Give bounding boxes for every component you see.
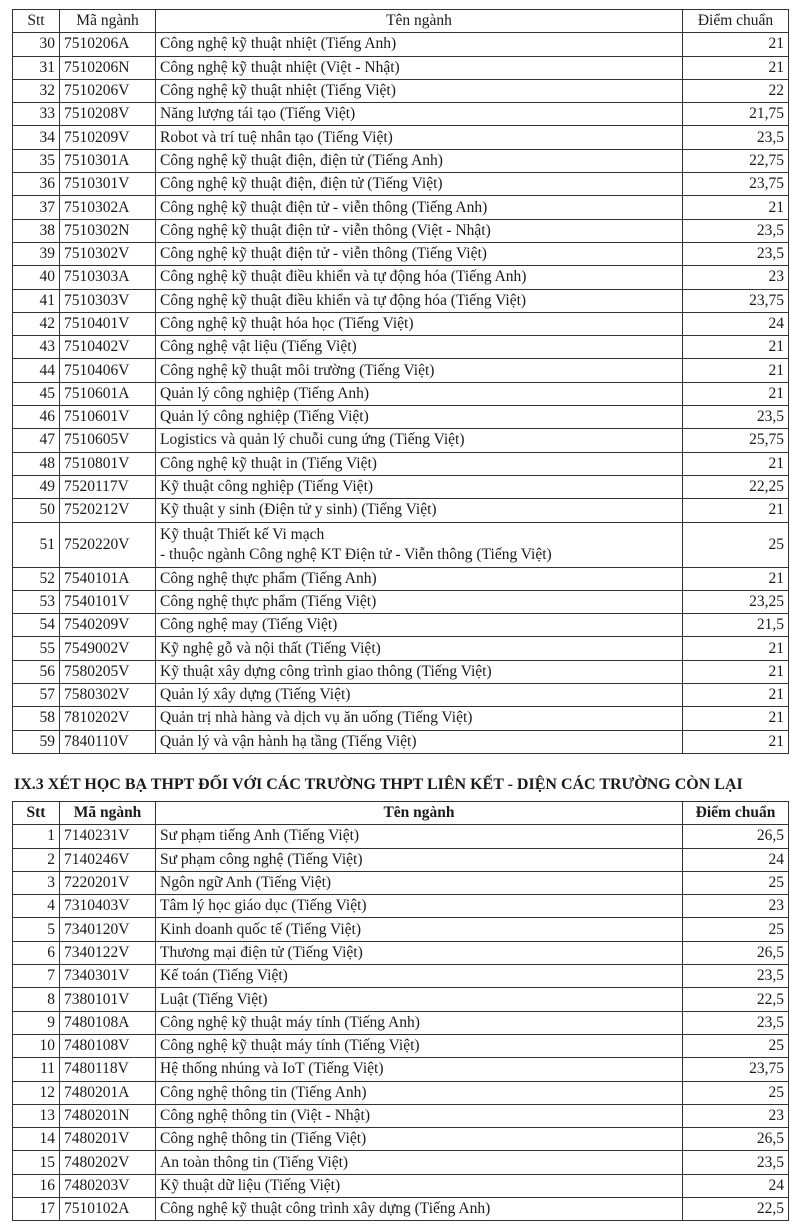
cell-stt: 44 [13,359,60,382]
table-row [13,149,789,172]
cell-major-code: 7520117V [60,475,156,498]
cell-major-code: 7480201V [60,1128,156,1151]
cell-major-name: Công nghệ thực phẩm (Tiếng Anh) [156,567,683,590]
cell-major-code: 7480203V [60,1174,156,1197]
cell-stt: 1 [13,825,60,848]
cell-stt: 16 [13,1174,60,1197]
table-row [13,590,789,613]
cell-cutoff-score: 25 [683,522,789,567]
header-stt: Stt [13,802,60,825]
cell-major-name: Công nghệ thực phẩm (Tiếng Việt) [156,590,683,613]
cell-major-name: Tâm lý học giáo dục (Tiếng Việt) [156,895,683,918]
cell-stt: 57 [13,684,60,707]
table-row [13,79,789,102]
cell-major-name: Ngôn ngữ Anh (Tiếng Việt) [156,871,683,894]
table-row [13,684,789,707]
cell-stt: 34 [13,126,60,149]
cell-cutoff-score: 23,5 [683,1151,789,1174]
cell-major-name: Công nghệ kỹ thuật điện tử - viễn thông (Việt - Nhật) [156,219,683,242]
cell-cutoff-score: 23,5 [683,126,789,149]
cell-major-code: 7510102A [60,1198,156,1221]
cell-cutoff-score: 24 [683,848,789,871]
cell-major-name: Kỹ thuật dữ liệu (Tiếng Việt) [156,1174,683,1197]
cell-major-code: 7510601V [60,406,156,429]
header-cutoff-score: Điểm chuẩn [683,10,789,33]
cell-stt: 55 [13,637,60,660]
cell-stt: 15 [13,1151,60,1174]
table-row [13,1011,789,1034]
cell-cutoff-score: 21 [683,707,789,730]
cell-major-code: 7510601A [60,382,156,405]
table-row [13,941,789,964]
table-row [13,56,789,79]
cell-major-name: Công nghệ kỹ thuật điện tử - viễn thông (Tiếng Việt) [156,242,683,265]
cell-stt: 43 [13,336,60,359]
cell-stt: 3 [13,871,60,894]
cell-major-name: Kỹ nghệ gỗ và nội thất (Tiếng Việt) [156,637,683,660]
cell-stt: 5 [13,918,60,941]
table-row [13,637,789,660]
cell-stt: 17 [13,1198,60,1221]
cell-stt: 52 [13,567,60,590]
cell-major-code: 7480202V [60,1151,156,1174]
cell-major-code: 7340120V [60,918,156,941]
cell-major-name: Công nghệ may (Tiếng Việt) [156,614,683,637]
table-row [13,988,789,1011]
cell-major-code: 7510605V [60,429,156,452]
cell-major-name: Logistics và quản lý chuỗi cung ứng (Tiếng Việt) [156,429,683,452]
cell-stt: 41 [13,289,60,312]
cell-major-name: Công nghệ kỹ thuật in (Tiếng Việt) [156,452,683,475]
table-row [13,429,789,452]
cell-major-code: 7510402V [60,336,156,359]
admission-scores-table-2 [12,801,789,1221]
cell-stt: 45 [13,382,60,405]
cell-major-code: 7340122V [60,941,156,964]
cell-cutoff-score: 22,25 [683,475,789,498]
cell-cutoff-score: 21,75 [683,103,789,126]
cell-major-code: 7340301V [60,965,156,988]
cell-cutoff-score: 25 [683,871,789,894]
cell-major-name: Công nghệ kỹ thuật máy tính (Tiếng Anh) [156,1011,683,1034]
cell-major-name: Kinh doanh quốc tế (Tiếng Việt) [156,918,683,941]
cell-major-code: 7510801V [60,452,156,475]
table-row [13,499,789,522]
cell-cutoff-score: 23 [683,266,789,289]
cell-cutoff-score: 23,25 [683,590,789,613]
cell-major-name: Quản lý công nghiệp (Tiếng Việt) [156,406,683,429]
cell-stt: 35 [13,149,60,172]
cell-stt: 32 [13,79,60,102]
table-row [13,1058,789,1081]
cell-stt: 36 [13,173,60,196]
cell-stt: 51 [13,522,60,567]
cell-cutoff-score: 22 [683,79,789,102]
cell-major-code: 7140246V [60,848,156,871]
cell-stt: 14 [13,1128,60,1151]
cell-cutoff-score: 21 [683,684,789,707]
cell-major-name: Quản trị nhà hàng và dịch vụ ăn uống (Tiếng Việt) [156,707,683,730]
cell-stt: 40 [13,266,60,289]
cell-major-code: 7520212V [60,499,156,522]
section-title: IX.3 XÉT HỌC BẠ THPT ĐỐI VỚI CÁC TRƯỜNG THPT LIÊN KẾT - DIỆN CÁC TRƯỜNG CÒN LẠI [14,776,743,793]
cell-major-name: Sư phạm công nghệ (Tiếng Việt) [156,848,683,871]
cell-major-code: 7510303A [60,266,156,289]
cell-stt: 48 [13,452,60,475]
cell-major-name: Robot và trí tuệ nhân tạo (Tiếng Việt) [156,126,683,149]
admission-scores-table-1 [12,9,789,754]
cell-stt: 38 [13,219,60,242]
cell-stt: 33 [13,103,60,126]
cell-major-code: 7510302A [60,196,156,219]
table-row [13,173,789,196]
cell-major-code: 7510208V [60,103,156,126]
cell-major-name: Năng lượng tái tạo (Tiếng Việt) [156,103,683,126]
table-row [13,406,789,429]
cell-cutoff-score: 23,5 [683,965,789,988]
cell-major-code: 7510301V [60,173,156,196]
cell-cutoff-score: 23,75 [683,173,789,196]
table-row [13,336,789,359]
cell-major-name: Công nghệ kỹ thuật điều khiển và tự động hóa (Tiếng Việt) [156,289,683,312]
table-row [13,219,789,242]
cell-cutoff-score: 23,5 [683,242,789,265]
cell-major-code: 7480201N [60,1104,156,1127]
cell-major-code: 7540101V [60,590,156,613]
cell-major-code: 7480108V [60,1034,156,1057]
cell-stt: 9 [13,1011,60,1034]
cell-major-name: An toàn thông tin (Tiếng Việt) [156,1151,683,1174]
cell-cutoff-score: 23,5 [683,406,789,429]
cell-major-code: 7510206V [60,79,156,102]
header-stt: Stt [13,10,60,33]
cell-cutoff-score: 21 [683,56,789,79]
cell-cutoff-score: 25,75 [683,429,789,452]
cell-stt: 6 [13,941,60,964]
cell-stt: 2 [13,848,60,871]
cell-stt: 31 [13,56,60,79]
cell-major-code: 7580302V [60,684,156,707]
cell-major-name: Công nghệ thông tin (Tiếng Anh) [156,1081,683,1104]
cell-stt: 42 [13,312,60,335]
cell-major-code: 7510302V [60,242,156,265]
header-major-name: Tên ngành [156,802,683,825]
cell-stt: 11 [13,1058,60,1081]
cell-stt: 47 [13,429,60,452]
cell-major-name: Công nghệ thông tin (Tiếng Việt) [156,1128,683,1151]
cell-cutoff-score: 22,5 [683,1198,789,1221]
cell-major-name: Kỹ thuật Thiết kế Vi mạch - thuộc ngành Công nghệ KT Điện tử - Viễn thông (Tiếng Việt) [156,522,683,567]
table-row [13,825,789,848]
cell-cutoff-score: 21 [683,730,789,753]
table-row [13,1198,789,1221]
cell-stt: 39 [13,242,60,265]
table-row [13,522,789,567]
cell-cutoff-score: 25 [683,1034,789,1057]
cell-major-name: Công nghệ thông tin (Việt - Nhật) [156,1104,683,1127]
cell-major-name: Kỹ thuật y sinh (Điện tử y sinh) (Tiếng Việt) [156,499,683,522]
cell-cutoff-score: 26,5 [683,825,789,848]
cell-major-name: Hệ thống nhúng và IoT (Tiếng Việt) [156,1058,683,1081]
cell-major-name: Công nghệ kỹ thuật điện, điện tử (Tiếng Anh) [156,149,683,172]
cell-major-code: 7140231V [60,825,156,848]
cell-cutoff-score: 25 [683,1081,789,1104]
cell-major-name: Sư phạm tiếng Anh (Tiếng Việt) [156,825,683,848]
cell-major-name: Quản lý xây dựng (Tiếng Việt) [156,684,683,707]
cell-cutoff-score: 24 [683,1174,789,1197]
table-header-row [13,802,789,825]
cell-cutoff-score: 21 [683,382,789,405]
cell-major-name: Công nghệ kỹ thuật máy tính (Tiếng Việt) [156,1034,683,1057]
table-row [13,289,789,312]
cell-major-name: Quản lý và vận hành hạ tầng (Tiếng Việt) [156,730,683,753]
table-row [13,266,789,289]
cell-stt: 54 [13,614,60,637]
cell-cutoff-score: 23,5 [683,219,789,242]
cell-major-code: 7510406V [60,359,156,382]
cell-cutoff-score: 23 [683,895,789,918]
table-row [13,1174,789,1197]
cell-major-code: 7540101A [60,567,156,590]
table-row [13,242,789,265]
cell-major-code: 7510301A [60,149,156,172]
table-row [13,1104,789,1127]
table-row [13,126,789,149]
cell-cutoff-score: 23 [683,1104,789,1127]
cell-major-code: 7480201A [60,1081,156,1104]
cell-cutoff-score: 22,5 [683,988,789,1011]
table-row [13,1128,789,1151]
cell-cutoff-score: 21 [683,567,789,590]
table-row [13,730,789,753]
cell-major-name: Quản lý công nghiệp (Tiếng Anh) [156,382,683,405]
table-row [13,475,789,498]
cell-major-code: 7510302N [60,219,156,242]
cell-stt: 13 [13,1104,60,1127]
cell-major-name: Công nghệ vật liệu (Tiếng Việt) [156,336,683,359]
cell-major-code: 7540209V [60,614,156,637]
cell-cutoff-score: 26,5 [683,1128,789,1151]
cell-major-code: 7549002V [60,637,156,660]
header-major-code: Mã ngành [60,10,156,33]
cell-stt: 4 [13,895,60,918]
header-major-name: Tên ngành [156,10,683,33]
cell-stt: 56 [13,660,60,683]
cell-major-name: Kế toán (Tiếng Việt) [156,965,683,988]
cell-major-name: Công nghệ kỹ thuật nhiệt (Việt - Nhật) [156,56,683,79]
table-row [13,965,789,988]
cell-major-name: Công nghệ kỹ thuật hóa học (Tiếng Việt) [156,312,683,335]
table-row [13,1034,789,1057]
cell-stt: 59 [13,730,60,753]
cell-major-name: Công nghệ kỹ thuật nhiệt (Tiếng Việt) [156,79,683,102]
cell-major-code: 7510303V [60,289,156,312]
table-row [13,871,789,894]
cell-major-name: Kỹ thuật công nghiệp (Tiếng Việt) [156,475,683,498]
table-row [13,848,789,871]
cell-major-code: 7480118V [60,1058,156,1081]
cell-cutoff-score: 21 [683,196,789,219]
table-row [13,359,789,382]
table-row [13,452,789,475]
cell-stt: 30 [13,33,60,56]
cell-cutoff-score: 26,5 [683,941,789,964]
cell-cutoff-score: 21 [683,336,789,359]
cell-major-name: Công nghệ kỹ thuật nhiệt (Tiếng Anh) [156,33,683,56]
table-row [13,567,789,590]
table-row [13,918,789,941]
cell-cutoff-score: 21 [683,452,789,475]
cell-stt: 12 [13,1081,60,1104]
cell-major-code: 7810202V [60,707,156,730]
cell-major-code: 7580205V [60,660,156,683]
cell-cutoff-score: 21 [683,660,789,683]
cell-major-name: Luật (Tiếng Việt) [156,988,683,1011]
table-row [13,1081,789,1104]
cell-cutoff-score: 24 [683,312,789,335]
cell-cutoff-score: 21 [683,359,789,382]
cell-major-name: Công nghệ kỹ thuật điều khiển và tự động hóa (Tiếng Anh) [156,266,683,289]
table-row [13,895,789,918]
cell-major-name: Công nghệ kỹ thuật điện tử - viễn thông (Tiếng Anh) [156,196,683,219]
cell-major-name: Công nghệ kỹ thuật môi trường (Tiếng Việt) [156,359,683,382]
cell-major-name: Công nghệ kỹ thuật công trình xây dựng (Tiếng Anh) [156,1198,683,1221]
table-row [13,614,789,637]
header-cutoff-score: Điểm chuẩn [683,802,789,825]
cell-cutoff-score: 25 [683,918,789,941]
cell-stt: 53 [13,590,60,613]
cell-cutoff-score: 21 [683,637,789,660]
cell-stt: 49 [13,475,60,498]
table-row [13,1151,789,1174]
cell-major-name: Thương mại điện tử (Tiếng Việt) [156,941,683,964]
cell-major-code: 7510209V [60,126,156,149]
cell-cutoff-score: 22,75 [683,149,789,172]
cell-major-code: 7510401V [60,312,156,335]
table-row [13,707,789,730]
cell-cutoff-score: 23,75 [683,289,789,312]
cell-major-code: 7510206A [60,33,156,56]
header-major-code: Mã ngành [60,802,156,825]
cell-major-code: 7510206N [60,56,156,79]
cell-stt: 58 [13,707,60,730]
cell-cutoff-score: 23,75 [683,1058,789,1081]
table-row [13,33,789,56]
cell-major-name: Kỹ thuật xây dựng công trình giao thông (Tiếng Việt) [156,660,683,683]
cell-major-name: Công nghệ kỹ thuật điện, điện tử (Tiếng Việt) [156,173,683,196]
cell-major-code: 7840110V [60,730,156,753]
cell-stt: 37 [13,196,60,219]
cell-cutoff-score: 21 [683,499,789,522]
table-row [13,103,789,126]
table-row [13,660,789,683]
cell-cutoff-score: 21,5 [683,614,789,637]
table-header-row [13,10,789,33]
cell-cutoff-score: 23,5 [683,1011,789,1034]
table-row [13,382,789,405]
table-row [13,312,789,335]
cell-major-code: 7310403V [60,895,156,918]
cell-major-code: 7380101V [60,988,156,1011]
cell-major-code: 7480108A [60,1011,156,1034]
table-row [13,196,789,219]
cell-stt: 7 [13,965,60,988]
cell-stt: 8 [13,988,60,1011]
cell-major-code: 7520220V [60,522,156,567]
cell-cutoff-score: 21 [683,33,789,56]
cell-major-code: 7220201V [60,871,156,894]
cell-stt: 10 [13,1034,60,1057]
cell-stt: 50 [13,499,60,522]
cell-stt: 46 [13,406,60,429]
